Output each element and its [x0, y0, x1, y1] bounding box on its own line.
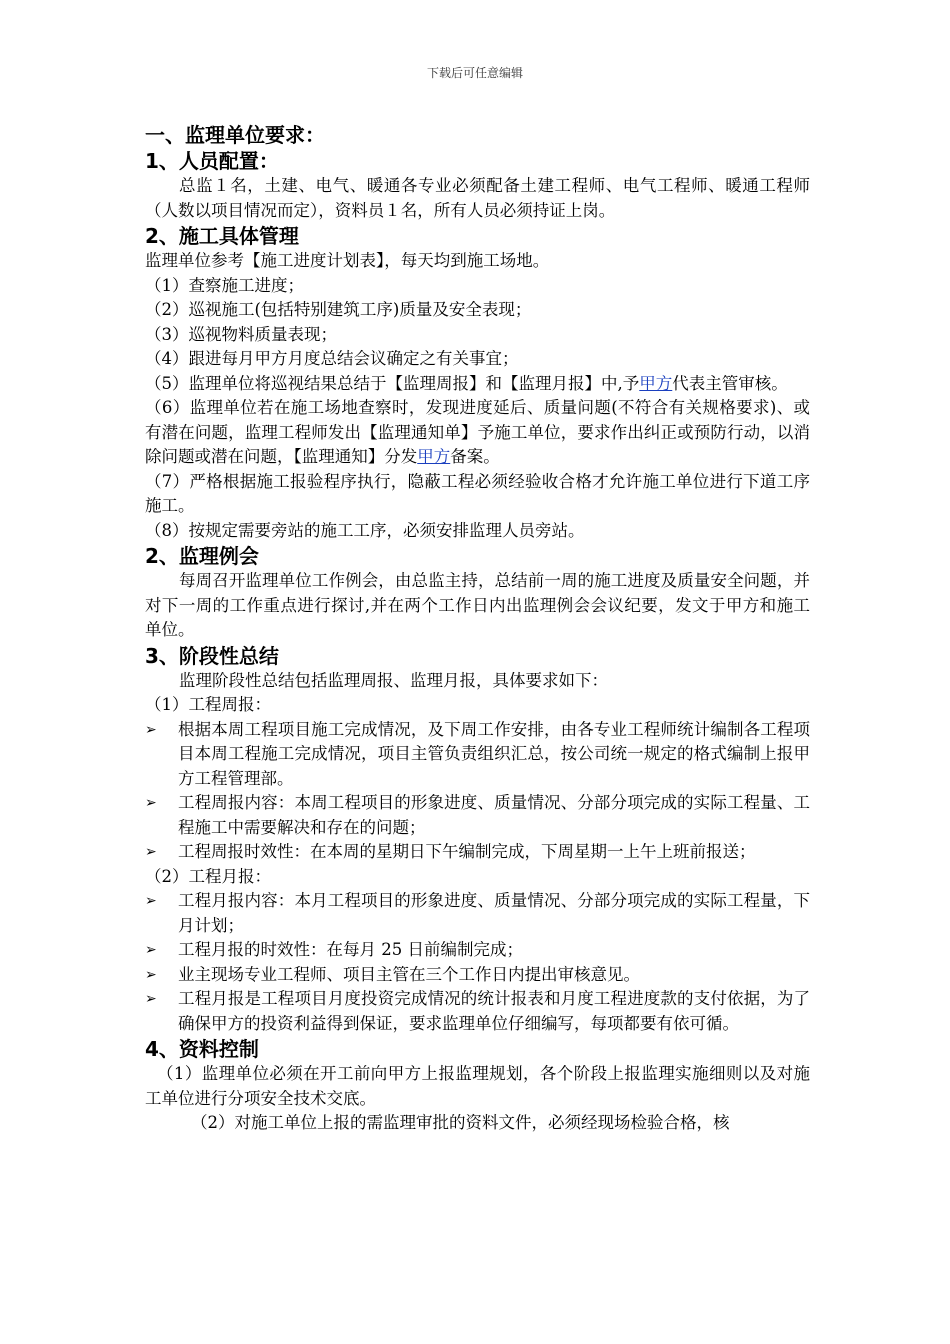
- list-item: [145, 718, 810, 792]
- list-item: （4）跟进每月甲方月度总结会议确定之有关事宜；: [145, 349, 519, 368]
- paragraph: （1）监理单位必须在开工前向甲方上报监理规划，各个阶段上报监理实施细则以及对施工单位进行分项安全技术交底。: [145, 1064, 810, 1108]
- arrow-bullet-icon: ➢: [145, 844, 157, 860]
- text: 代表主管审核。: [672, 373, 788, 393]
- section-heading-documents: 4、资料控制: [145, 1037, 259, 1061]
- list-item: [145, 396, 810, 470]
- section-heading-meeting: 2、监理例会: [145, 544, 259, 568]
- page-header: 下载后可任意编辑: [426, 66, 523, 80]
- list-item: （1）查察施工进度；: [145, 275, 304, 295]
- text: 工程月报是工程项目月度投资完成情况的统计报表和月度工程进度款的支付依据，为了确保甲方的投资利益得到保证，要求监理单位仔细编写，每项都要有依可循。: [178, 989, 810, 1033]
- text: 根据本周工程项目施工完成情况，及下周工作安排，由各专业工程师统计编制各工程项目本周工程施工完成情况，项目主管负责组织汇总，按公司统一规定的格式编制上报甲方工程管理部。: [178, 719, 810, 788]
- text: 工程月报内容：本月工程项目的形象进度、质量情况、分部分项完成的实际工程量，下月计划；: [178, 891, 810, 935]
- paragraph: 总监１名，土建、电气、暖通各专业必须配备土建工程师、电气工程师、暖通工程师（人数以项目情况而定），资料员１名，所有人员必须持证上岗。: [145, 176, 810, 220]
- list-item: （3）巡视物料质量表现；: [145, 324, 337, 344]
- text: 工程周报时效性：在本周的星期日下午编制完成，下周星期一上午上班前报送；: [178, 842, 756, 861]
- list-item: [145, 791, 810, 840]
- list-item: （7）严格根据施工报验程序执行，隐蔽工程必须经验收合格才允许施工单位进行下道工序施工。: [145, 471, 810, 515]
- arrow-bullet-icon: ➢: [145, 942, 157, 958]
- paragraph: （2）对施工单位上报的需监理审批的资料文件，必须经现场检验合格，核: [191, 1113, 730, 1132]
- text: 工程周报内容：本周工程项目的形象进度、质量情况、分部分项完成的实际工程量、工程施工中需要解决和存在的问题；: [178, 793, 810, 837]
- document-body: [145, 122, 810, 1136]
- subheading-monthly: （2）工程月报：: [145, 866, 271, 886]
- main-heading: 一、监理单位要求：: [145, 123, 325, 147]
- text: 业主现场专业工程师、项目主管在三个工作日内提出审核意见。: [178, 964, 640, 984]
- arrow-bullet-icon: ➢: [145, 721, 157, 738]
- list-item: [145, 889, 810, 938]
- section-heading-staffing: 1、人员配置：: [145, 149, 279, 173]
- list-item: （2）巡视施工(包括特别建筑工序)质量及安全表现；: [145, 300, 532, 319]
- section-heading-summary: 3、阶段性总结: [145, 643, 279, 668]
- party-a-link[interactable]: 甲方: [639, 373, 673, 393]
- section-heading-management: 2、施工具体管理: [145, 224, 299, 248]
- subheading-weekly: （1）工程周报：: [145, 695, 271, 714]
- list-item: [145, 938, 810, 963]
- list-item: [145, 372, 810, 397]
- party-a-link[interactable]: 甲方: [417, 447, 451, 466]
- list-item: [145, 987, 810, 1036]
- arrow-bullet-icon: ➢: [145, 893, 157, 909]
- arrow-bullet-icon: ➢: [145, 966, 157, 983]
- text: 备案。: [450, 447, 500, 466]
- monthly-report-list: [145, 889, 810, 1036]
- paragraph: 监理阶段性总结包括监理周报、监理月报，具体要求如下：: [179, 670, 608, 690]
- weekly-report-list: [145, 718, 810, 865]
- arrow-bullet-icon: ➢: [145, 991, 157, 1007]
- list-item: （8）按规定需要旁站的施工工序，必须安排监理人员旁站。: [145, 520, 585, 540]
- arrow-bullet-icon: ➢: [145, 795, 157, 811]
- paragraph: 每周召开监理单位工作例会，由总监主持，总结前一周的施工进度及质量安全问题，并对下一周的工作重点进行探讨,并在两个工作日内出监理例会会议纪要，发文于甲方和施工单位。: [145, 571, 810, 639]
- text: 工程月报的时效性：在每月 25 日前编制完成；: [178, 940, 523, 959]
- paragraph: 监理单位参考【施工进度计划表】，每天均到施工场地。: [145, 251, 550, 270]
- list-item: [145, 840, 810, 865]
- text: （5）监理单位将巡视结果总结于【监理周报】和【监理月报】中,予: [145, 373, 640, 393]
- list-item: [145, 963, 810, 988]
- text: （6）监理单位若在施工场地查察时，发现进度延后、质量问题(不符合有关规格要求)、或有潜在问题，监理工程师发出【监理通知单】予施工单位，要求作出纠正或预防行动，以消除问题或潜在问题，【监理通知】分发: [145, 398, 810, 466]
